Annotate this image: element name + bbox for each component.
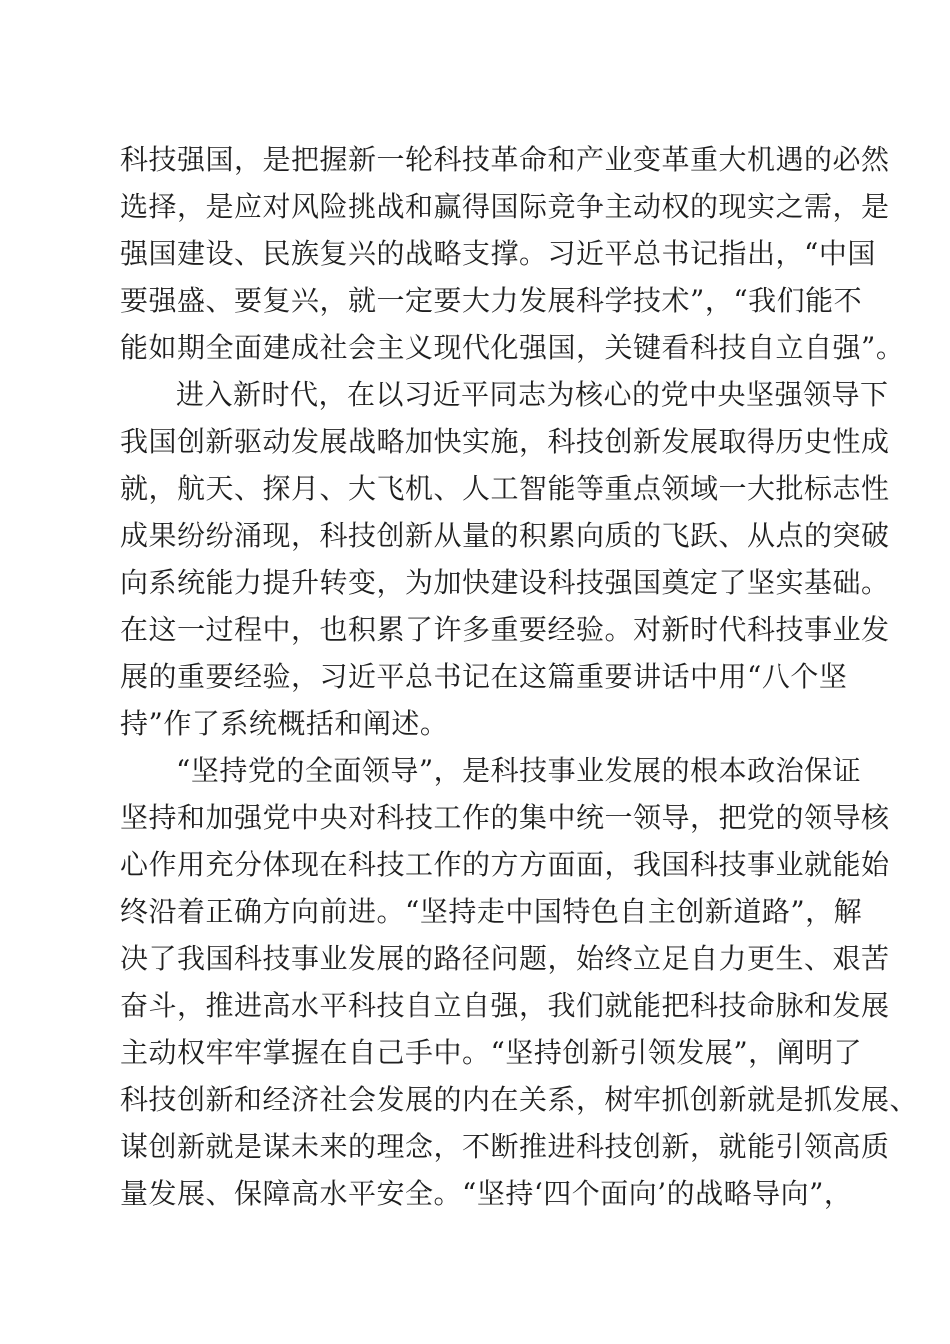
text-line: 强国建设、民族复兴的战略支撑。习近平总书记指出，“中国	[120, 237, 876, 270]
text-line: 我国创新驱动发展战略加快实施，科技创新发展取得历史性成	[120, 425, 890, 458]
text-line: 成果纷纷涌现，科技创新从量的积累向质的飞跃、从点的突破	[120, 519, 890, 552]
text-line: 展的重要经验，习近平总书记在这篇重要讲话中用“八个坚	[120, 660, 848, 693]
text-line: 能如期全面建成社会主义现代化强国，关键看科技自立自强”。	[120, 331, 905, 364]
text-line: 量发展、保障高水平安全。“坚持‘四个面向’的战略导向”，	[120, 1177, 853, 1210]
text-line: 要强盛、要复兴，就一定要大力发展科学技术”，“我们能不	[120, 284, 863, 317]
text-line: 选择，是应对风险挑战和赢得国际竞争主动权的现实之需，是	[120, 190, 890, 223]
text-line: 科技创新和经济社会发展的内在关系，树牢抓创新就是抓发展、	[120, 1083, 919, 1116]
paragraph-start-line: “坚持党的全面领导”，是科技事业发展的根本政治保证	[176, 754, 862, 787]
text-line: 持”作了系统概括和阐述。	[120, 707, 449, 740]
text-line: 坚持和加强党中央对科技工作的集中统一领导，把党的领导核	[120, 801, 890, 834]
text-line: 决了我国科技事业发展的路径问题，始终立足自力更生、艰苦	[120, 942, 890, 975]
text-line: 就，航天、探月、大飞机、人工智能等重点领域一大批标志性	[120, 472, 890, 505]
text-line: 谋创新就是谋未来的理念，不断推进科技创新，就能引领高质	[120, 1130, 890, 1163]
text-line: 终沿着正确方向前进。“坚持走中国特色自主创新道路”，解	[120, 895, 863, 928]
text-line: 向系统能力提升转变，为加快建设科技强国奠定了坚实基础。	[120, 566, 890, 599]
paragraph-start-line: 进入新时代，在以习近平同志为核心的党中央坚强领导下	[176, 378, 889, 411]
text-line: 在这一过程中，也积累了许多重要经验。对新时代科技事业发	[120, 613, 890, 646]
text-line: 奋斗，推进高水平科技自立自强，我们就能把科技命脉和发展	[120, 989, 890, 1022]
text-line: 主动权牢牢掌握在自己手中。“坚持创新引领发展”，阐明了	[120, 1036, 863, 1069]
text-line: 科技强国，是把握新一轮科技革命和产业变革重大机遇的必然	[120, 143, 890, 176]
text-line: 心作用充分体现在科技工作的方方面面，我国科技事业就能始	[120, 848, 890, 881]
